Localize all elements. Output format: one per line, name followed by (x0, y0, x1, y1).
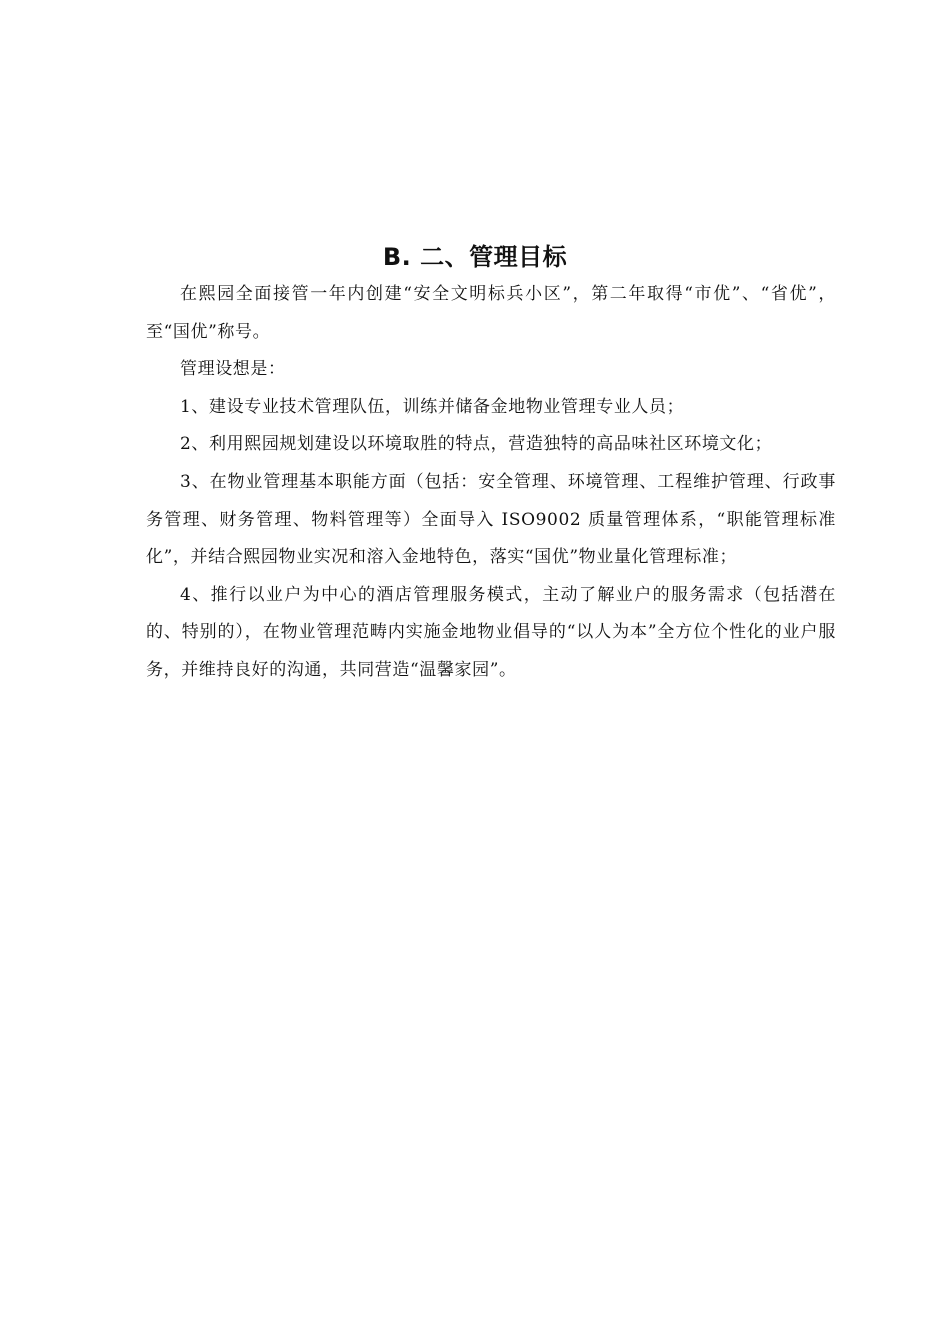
list-item-3: 3、在物业管理基本职能方面（包括：安全管理、环境管理、工程维护管理、行政事务管理、财务管理、物料管理等）全面导入 ISO9002 质量管理体系，“职能管理标准化”，并结合熙园物业实况和溶入金地特色，落实“国优”物业量化管理标准； (146, 471, 836, 568)
list-item-4: 4、推行以业户为中心的酒店管理服务模式，主动了解业户的服务需求（包括潜在的、特别的），在物业管理范畴内实施金地物业倡导的“以人为本”全方位个性化的业户服务，并维持良好的沟通，共同营造“温馨家园”。 (146, 584, 836, 680)
paragraph-goal: 在熙园全面接管一年内创建“安全文明标兵小区”，第二年取得“市优”、“省优”，至“国优”称号。 (146, 284, 836, 342)
list-item-2: 2、利用熙园规划建设以环境取胜的特点，营造独特的高品味社区环境文化； (180, 434, 773, 455)
list-item-1: 1、建设专业技术管理队伍，训练并储备金地物业管理专业人员； (180, 396, 685, 417)
paragraph-intro: 管理设想是： (180, 359, 286, 380)
document-body (146, 276, 836, 690)
section-heading: B. 二、管理目标 (382, 243, 568, 272)
